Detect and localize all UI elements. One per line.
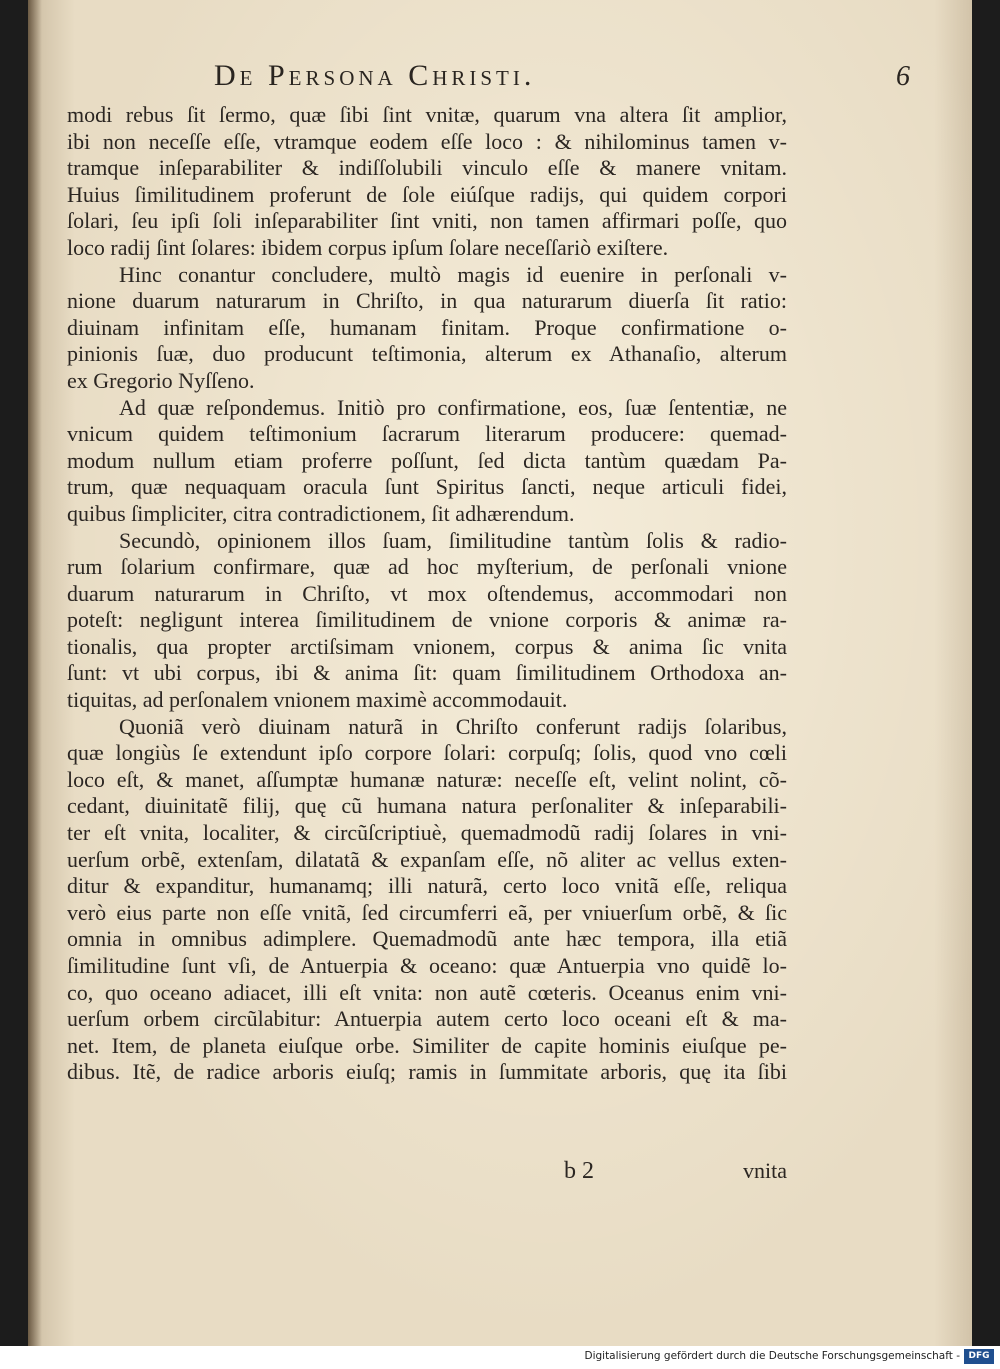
text-line: nione duarum naturarum in Chriſto, in qua naturarum diuerſa ſit ratio:: [67, 288, 787, 314]
text-line: modum nullum etiam proferre poſſunt, ſed dicta tantùm quædam Pa-: [67, 447, 787, 473]
body-text: [67, 102, 787, 1086]
text-line: poteſt: negligunt interea ſimilitudinem de vnione corporis & animæ ra-: [67, 607, 787, 633]
text-line: diuinam infinitam eſſe, humanam finitam. Proque confirmatione o-: [67, 314, 787, 340]
text-line: uerſum orbem circũlabitur: Antuerpia autem certo loco oceani eſt & ma-: [67, 1006, 787, 1032]
page-gutter-shadow: [28, 0, 42, 1346]
dfg-logo: DFG: [964, 1349, 994, 1364]
text-line: tiquitas, ad perſonalem vnionem maximè accommodauit.: [67, 687, 568, 713]
text-line: ſunt: vt ubi corpus, ibi & anima ſit: quam ſimilitudinem Orthodoxa an-: [67, 660, 787, 686]
text-line: modi rebus ſit ſermo, quæ ſibi ſint vnitæ, quarum vna altera ſit amplior,: [67, 102, 787, 127]
text-line: ibi non neceſſe eſſe, vtramque eodem eſſe loco : & nihilominus tamen v-: [67, 128, 787, 154]
text-line: ſolari, ſeu ipſi ſoli inſeparabiliter ſint vniti, non tamen affirmari poſſe, quo: [67, 208, 787, 234]
text-line: net. Item, de planeta eiuſque orbe. Similiter de capite hominis eiuſque pe-: [67, 1032, 787, 1058]
text-line: quibus ſimpliciter, citra contradictionem, ſit adhærendum.: [67, 500, 575, 526]
text-line: uerſum orbẽ, extenſam, dilatatã & expanſam eſſe, nõ aliter ac vellus exten-: [67, 846, 787, 872]
text-line: loco eſt, & manet, aſſumptæ humanæ naturæ: neceſſe eſt, velint nolint, cõ-: [67, 766, 787, 792]
text-line: Secundò, opinionem illos ſuam, ſimilitudine tantùm ſolis & radio-: [119, 527, 787, 553]
text-line: ditur & expanditur, humanamq; illi naturã, certo loco vnitã eſſe, reliqua: [67, 873, 787, 899]
text-line: rum ſolarium confirmare, quæ ad hoc myſterium, de perſonali vnione: [67, 554, 787, 580]
text-line: vnicum quidem teſtimonium ſacrarum literarum producere: quemad-: [67, 421, 787, 447]
text-line: cedant, diuinitatẽ filij, quę cũ humana natura perſonaliter & inſeparabili-: [67, 793, 787, 819]
text-line: Hinc conantur concludere, multò magis id euenire in perſonali v-: [119, 261, 787, 287]
catchword: vnita: [743, 1158, 787, 1183]
funding-credit: Digitalisierung gefördert durch die Deutsche Forschungsgemeinschaft -: [584, 1350, 960, 1362]
text-line: loco radij ſint ſolares: ibidem corpus ipſum ſolare neceſſariò exiſtere.: [67, 234, 669, 260]
text-line: trum, quæ nequaquam oracula ſunt Spiritus ſancti, neque articuli fidei,: [67, 474, 787, 500]
text-line: co, quo oceano adiacet, illi eſt vnita: non autẽ cœteris. Oceanus enim vni-: [67, 979, 787, 1005]
text-line: pinionis ſuæ, duo producunt teſtimonia, alterum ex Athanaſio, alterum: [67, 341, 787, 367]
credit-bar: [0, 1346, 1000, 1369]
folio-number: 6: [896, 61, 910, 92]
text-line: verò eius parte non eſſe vnitã, ſed circumferri eã, per vniuerſum orbẽ, & ſic: [67, 899, 787, 925]
text-line: tionalis, qua propter arctiſsimam vnionem, corpus & anima ſic vnita: [67, 633, 787, 659]
text-line: duarum naturarum in Chriſto, vt mox oſtendemus, accommodari non: [67, 580, 787, 606]
text-line: ex Gregorio Nyſſeno.: [67, 367, 255, 393]
text-line: ſimilitudine ſunt vſi, de Antuerpia & oceano: quæ Antuerpia vno quidẽ lo-: [67, 953, 787, 978]
text-line: Quoniã verò diuinam naturã in Chriſto conferunt radijs ſolaribus,: [119, 713, 787, 739]
page-header: [180, 57, 910, 97]
running-head: De Persona Christi.: [214, 59, 536, 92]
page-footer: [67, 1158, 787, 1188]
signature-mark: b 2: [564, 1158, 594, 1184]
text-line: quæ longiùs ſe extendunt ipſo corpore ſolari: corpuſq; ſolis, quod vno cœli: [67, 740, 787, 766]
text-line: Huius ſimilitudinem proferunt de ſole eiúſque radijs, qui quidem corpori: [67, 181, 787, 207]
text-line: tramque inſeparabiliter & indiſſolubili vinculo eſſe & manere vnitam.: [67, 155, 787, 181]
text-line: omnia in omnibus adimplere. Quemadmodũ ante hæc tempora, illa etiã: [67, 926, 787, 952]
text-line: Ad quæ reſpondemus. Initiò pro confirmatione, eos, ſuæ ſententiæ, ne: [119, 394, 787, 420]
text-line: ter eſt vnita, localiter, & circũſcriptiuè, quemadmodũ radij ſolares in vni-: [67, 820, 787, 846]
text-line: dibus. Itẽ, de radice arboris eiuſq; ramis in ſummitate arboris, quę ita ſibi: [67, 1059, 787, 1085]
